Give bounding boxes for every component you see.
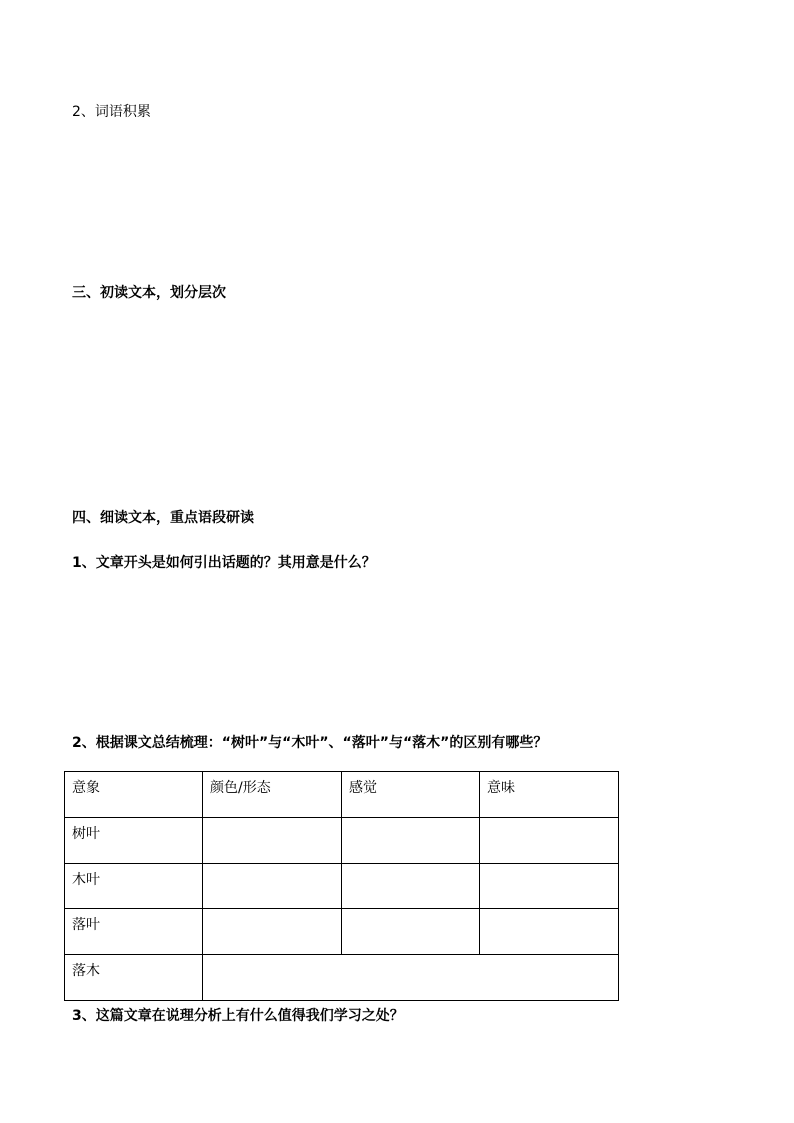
row-label: 树叶 — [65, 817, 203, 863]
row-label: 落木 — [65, 955, 203, 1001]
table-header-row — [65, 772, 619, 818]
table-row — [65, 909, 619, 955]
part3-heading: 三、初读文本，划分层次 — [72, 285, 226, 301]
vocab-heading: 2、词语积累 — [72, 104, 151, 120]
answer-cell[interactable] — [480, 863, 619, 909]
answer-cell[interactable] — [203, 863, 342, 909]
answer-cell[interactable] — [342, 817, 480, 863]
row-label: 木叶 — [65, 863, 203, 909]
table-header-cell: 意味 — [480, 772, 619, 818]
table-header-cell: 意象 — [65, 772, 203, 818]
answer-cell[interactable] — [480, 817, 619, 863]
row-label: 落叶 — [65, 909, 203, 955]
question-1: 1、文章开头是如何引出话题的？其用意是什么？ — [72, 555, 376, 571]
table-row — [65, 817, 619, 863]
question-2: 2、根据课文总结梳理：“树叶”与“木叶”、“落叶”与“落木”的区别有哪些？ — [72, 735, 548, 751]
comparison-table — [64, 771, 619, 1001]
answer-cell-merged[interactable] — [203, 955, 619, 1001]
table-row — [65, 863, 619, 909]
answer-cell[interactable] — [203, 909, 342, 955]
answer-cell[interactable] — [342, 863, 480, 909]
question-3: 3、这篇文章在说理分析上有什么值得我们学习之处？ — [72, 1008, 404, 1024]
answer-cell[interactable] — [203, 817, 342, 863]
answer-cell[interactable] — [342, 909, 480, 955]
part4-heading: 四、细读文本，重点语段研读 — [72, 510, 254, 526]
table-header-cell: 感觉 — [342, 772, 480, 818]
table-header-cell: 颜色/形态 — [203, 772, 342, 818]
answer-cell[interactable] — [480, 909, 619, 955]
table-row — [65, 955, 619, 1001]
